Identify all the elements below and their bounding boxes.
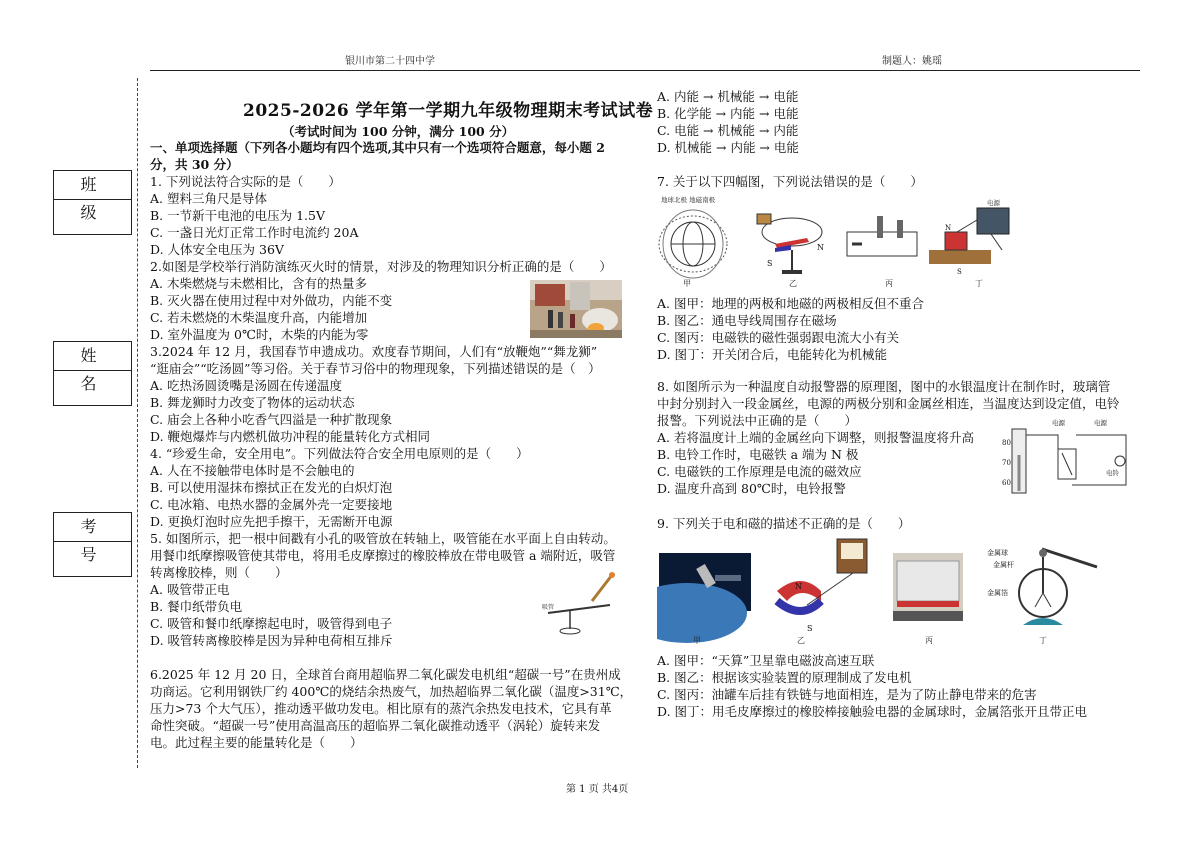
- bell-label: 电铃: [1106, 469, 1119, 477]
- page-title: 2025-2026 学年第一学期九年级物理期末考试试卷: [243, 101, 654, 121]
- earth-field-figure: [659, 195, 727, 278]
- question-line: A. 吸管带正电: [150, 582, 230, 597]
- q7-caption-ding: 丁: [975, 279, 983, 288]
- q9-caption-yi: 乙: [797, 636, 805, 645]
- question-line: D. 室外温度为 0℃时，木柴的内能为零: [150, 327, 369, 342]
- number-label: 考号: [54, 513, 131, 542]
- option-line: D. 图丁：用毛皮摩擦过的橡胶棒接触验电器的金属球时，金属箔张开且带正电: [657, 704, 1088, 719]
- option-line: C. 电能 → 机械能 → 内能: [657, 123, 799, 138]
- question-line: B. 舞龙狮时力改变了物体的运动状态: [150, 395, 355, 410]
- rod-label: 金属杆: [993, 561, 1014, 569]
- q9-n: N: [795, 582, 802, 591]
- q9-options: [657, 652, 1087, 720]
- question-line: A. 人在不接触带电体时是不会触电的: [150, 463, 355, 478]
- question-line: C. 庙会上各种小吃香气四溢是一种扩散现象: [150, 412, 393, 427]
- q9-s: S: [807, 624, 813, 633]
- oersted-figure: [757, 214, 824, 274]
- q7-battery: 电源: [987, 199, 1000, 207]
- q7-caption-bing: 丙: [885, 279, 893, 288]
- question-line: D. 人体安全电压为 36V: [150, 242, 284, 257]
- question-line: A. 吃热汤圆烫嘴是汤圆在传递温度: [150, 378, 342, 393]
- q7-n: N: [817, 243, 824, 252]
- q7-ding-s: S: [957, 268, 962, 276]
- question-line: 6.2025 年 12 月 20 日，全球首台商用超临界二氧化碳发电机组“超碳一号”在贵州成: [150, 667, 621, 682]
- option-line: D. 机械能 → 内能 → 电能: [657, 140, 799, 155]
- electroscope-figure: [987, 548, 1097, 625]
- name-label: 姓名: [54, 342, 131, 371]
- question-line: D. 吸管转离橡胶棒是因为异种电荷相互排斥: [150, 633, 393, 648]
- number-box: [53, 512, 132, 577]
- question-line: 分，共 30 分）: [150, 157, 239, 172]
- option-line: A. 内能 → 机械能 → 电能: [657, 89, 799, 104]
- binding-line: [137, 78, 138, 768]
- q7-options: [657, 295, 924, 363]
- tanker-photo: [893, 553, 963, 621]
- question-line: B. 一节新干电池的电压为 1.5V: [150, 208, 326, 223]
- page-footer: 第 1 页 共4页: [566, 784, 629, 795]
- q9-stem: 9. 下列关于电和磁的描述不正确的是（ ）: [657, 516, 911, 531]
- q9-caption-ding: 丁: [1039, 636, 1047, 645]
- q7-stem: 7. 关于以下四幅图，下列说法错误的是（ ）: [657, 174, 923, 189]
- question-line: B. 电铃工作时，电磁铁 a 端为 N 极: [657, 447, 859, 462]
- question-line: 3.2024 年 12 月，我国春节申遗成功。欢度春节期间，人们有“放鞭炮”“舞龙狮”: [150, 344, 598, 359]
- power2: 电源: [1094, 419, 1107, 427]
- question-line: 压力>73 个大气压），推动透平做功发电。相比原有的蒸汽余热发电技术，它具有革: [150, 701, 612, 716]
- question-line: 功商运。它利用钢铁厂约 400℃的烧结余热废气，加热超临界二氧化碳（温度>31℃，: [150, 684, 633, 699]
- svg-text:吸管: 吸管: [542, 604, 555, 611]
- question-line: [150, 649, 632, 666]
- question-line: 2.如图是学校举行消防演练灭火时的情景，对涉及的物理知识分析正确的是（ ）: [150, 259, 612, 274]
- question-line: 一、单项选择题（下列各小题均有四个选项,其中只有一个选项符合题意，每小题 2: [150, 140, 605, 155]
- foil-label: 金属箔: [987, 589, 1008, 597]
- option-line: A. 图甲：地理的两极和地磁的两极相反但不重合: [657, 296, 924, 311]
- temperature-alarm-figure: [1002, 415, 1134, 497]
- name-box: [53, 341, 132, 406]
- question-line: B. 灭火器在使用过程中对外做功，内能不变: [150, 293, 393, 308]
- q6-options: [657, 88, 799, 156]
- question-line: A. 若将温度计上端的金属丝向下调整，则报警温度将升高: [657, 430, 974, 445]
- t70: 70: [1002, 459, 1011, 467]
- question-line: C. 一盏日光灯正常工作时电流约 20A: [150, 225, 359, 240]
- question-line: 中封分别封入一段金属丝，电源的两极分别和金属丝相连，当温度达到设定值，电铃: [657, 396, 1120, 411]
- question-line: B. 可以使用湿抹布擦拭正在发光的白炽灯泡: [150, 480, 393, 495]
- t60: 60: [1002, 479, 1011, 487]
- option-line: A. 图甲：“天算”卫星靠电磁波高速互联: [657, 653, 875, 668]
- q9-caption-bing: 丙: [925, 636, 933, 645]
- power1: 电源: [1052, 419, 1065, 427]
- q7-caption-jia: 甲: [683, 279, 691, 288]
- question-line: C. 电磁铁的工作原理是电流的磁效应: [657, 464, 862, 479]
- header-rule: [150, 70, 1140, 71]
- question-line: 1. 下列说法符合实际的是（ ）: [150, 174, 341, 189]
- question-line: 用餐巾纸摩擦吸管使其带电，将用毛皮摩擦过的橡胶棒放在带电吸管 a 端附近，吸管: [150, 548, 616, 563]
- q7-figures: [657, 192, 1037, 290]
- q7-ding-n: N: [945, 224, 952, 232]
- question-line: A. 塑料三角尺是导体: [150, 191, 267, 206]
- fire-drill-photo: [530, 280, 622, 338]
- header-author: 制题人：姚瑶: [882, 56, 942, 67]
- question-line: D. 温度升高到 80℃时，电铃报警: [657, 481, 846, 496]
- q9-figures: [657, 535, 1127, 647]
- class-box: [53, 170, 132, 235]
- question-line: B. 餐巾纸带负电: [150, 599, 243, 614]
- option-line: C. 图丙：电磁铁的磁性强弱跟电流大小有关: [657, 330, 900, 345]
- question-line: 报警。下列说法中正确的是（ ）: [657, 413, 858, 428]
- option-line: D. 图丁：开关闭合后，电能转化为机械能: [657, 347, 888, 362]
- question-line: A. 木柴燃烧与未燃相比，含有的热量多: [150, 276, 367, 291]
- question-line: “逛庙会”“吃汤圆”等习俗。关于春节习俗中的物理现象，下列描述错误的是（ ）: [150, 361, 601, 376]
- question-line: 4. “珍爱生命，安全用电”。下列做法符合安全用电原则的是（ ）: [150, 446, 529, 461]
- straw-rotation-figure: [540, 565, 620, 640]
- question-line: 转离橡胶棒，则（ ）: [150, 565, 288, 580]
- question-line: C. 电冰箱、电热水器的金属外壳一定要接地: [150, 497, 393, 512]
- satellite-photo: [657, 553, 751, 643]
- option-line: B. 化学能 → 内能 → 电能: [657, 106, 799, 121]
- page-subtitle: （考试时间为 100 分钟，满分 100 分）: [282, 124, 515, 139]
- motor-figure: [929, 198, 1009, 276]
- q9-caption-jia: 甲: [693, 636, 701, 645]
- question-line: C. 若未燃烧的木柴温度升高，内能增加: [150, 310, 368, 325]
- earth-label: 地球北极 地磁南极: [661, 196, 716, 204]
- question-line: D. 鞭炮爆炸与内燃机做功冲程的能量转化方式相同: [150, 429, 431, 444]
- question-line: D. 更换灯泡时应先把手擦干，无需断开电源: [150, 514, 393, 529]
- question-line: 5. 如图所示，把一根中间戳有小孔的吸管放在转轴上，吸管能在水平面上自由转动。: [150, 531, 616, 546]
- question-line: 8. 如图所示为一种温度自动报警器的原理图，图中的水银温度计在制作时，玻璃管: [657, 379, 1111, 394]
- option-line: B. 图乙：根据该实验装置的原理制成了发电机: [657, 670, 912, 685]
- ball-label: 金属球: [987, 549, 1008, 557]
- question-line: 电。此过程主要的能量转化是（ ）: [150, 735, 363, 750]
- question-line: 命性突破。“超碳一号”使用高温高压的超临界二氧化碳推动透平（涡轮）旋转来发: [150, 718, 601, 733]
- option-line: C. 图丙：油罐车后挂有铁链与地面相连，是为了防止静电带来的危害: [657, 687, 1037, 702]
- option-line: B. 图乙：通电导线周围存在磁场: [657, 313, 837, 328]
- header-school: 银川市第二十四中学: [345, 56, 435, 67]
- t80: 80: [1002, 439, 1011, 447]
- q7-s: S: [767, 259, 773, 268]
- galvanometer-figure: [777, 539, 867, 633]
- electromagnet-figure: [847, 216, 917, 256]
- question-line: C. 吸管和餐巾纸摩擦起电时，吸管得到电子: [150, 616, 393, 631]
- class-label: 班级: [54, 171, 131, 200]
- q7-caption-yi: 乙: [789, 279, 797, 288]
- left-column: [150, 139, 632, 751]
